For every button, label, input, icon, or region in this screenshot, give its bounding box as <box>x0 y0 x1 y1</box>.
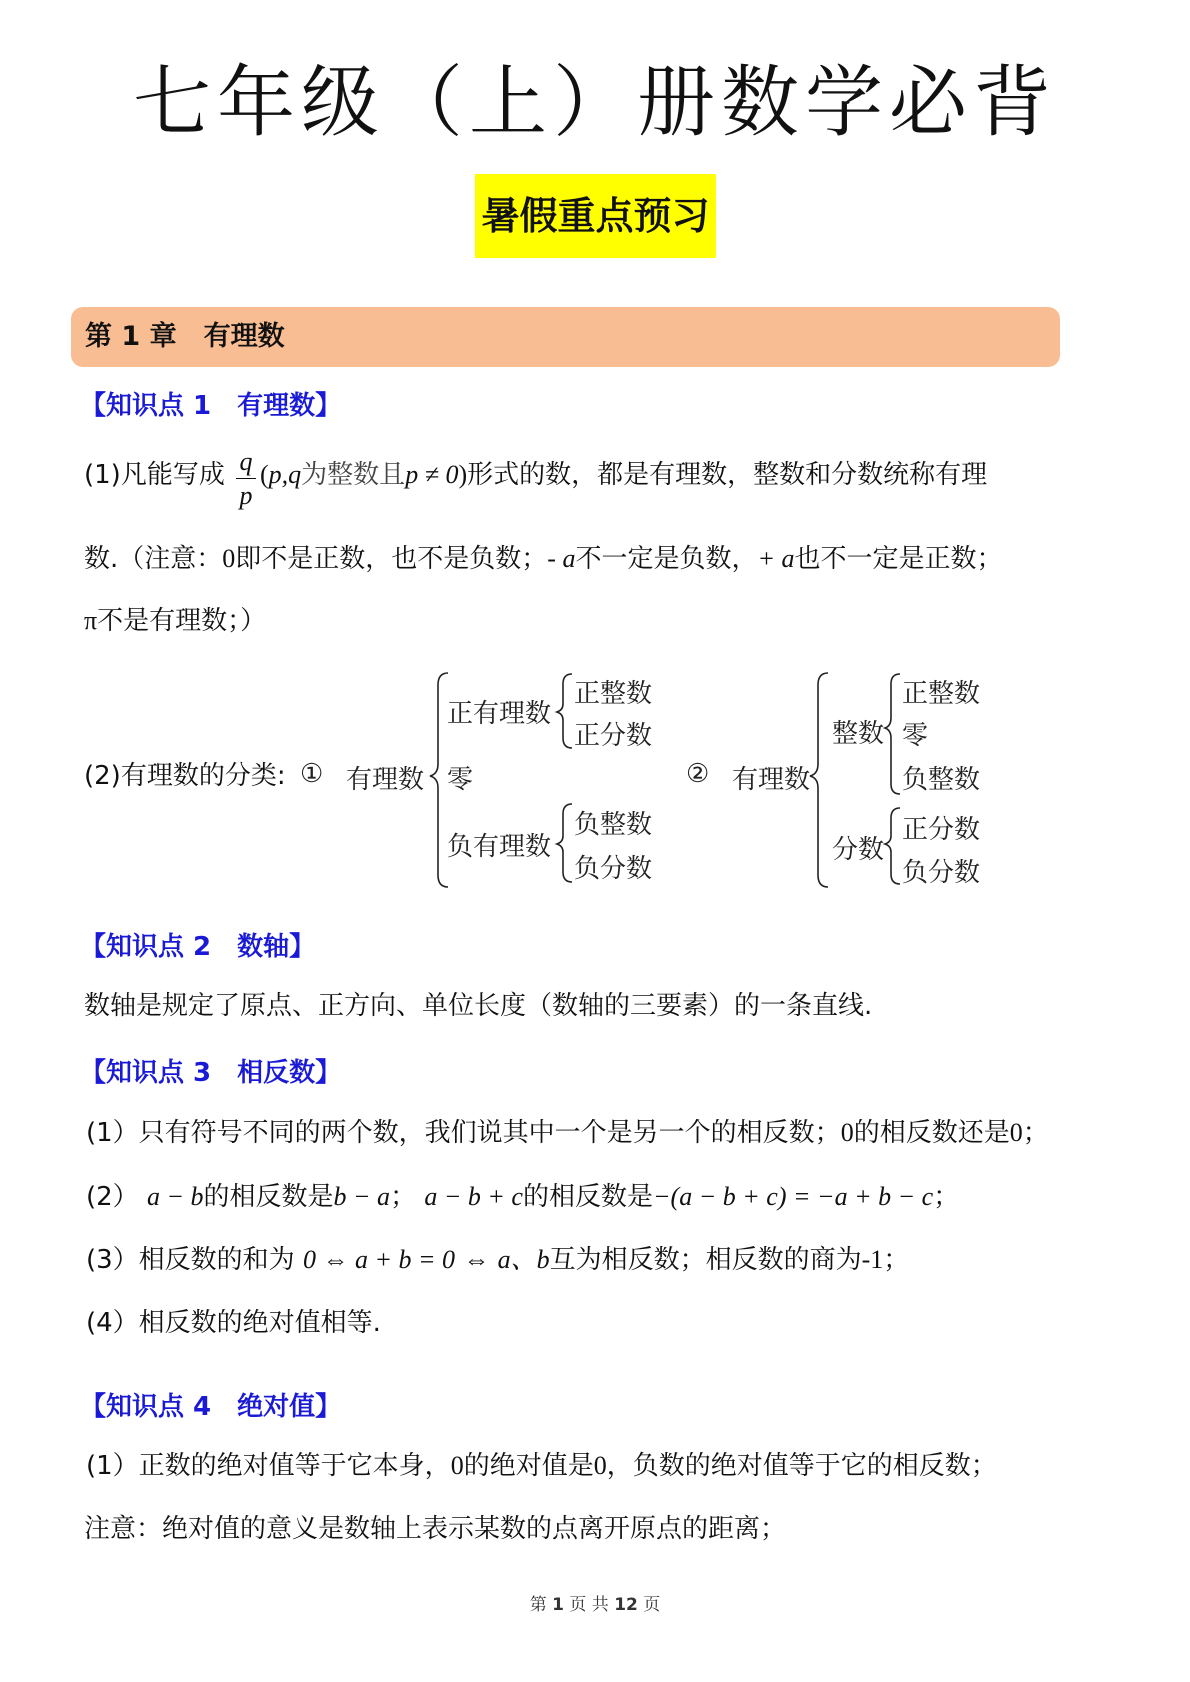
p3-rest: 不是有理数；） <box>97 606 267 636</box>
class2-zero: 零 <box>902 721 929 751</box>
l3-text: 互为相反数；相反数的商为 <box>549 1245 862 1275</box>
class1-pos: 正有理数 <box>447 699 552 729</box>
class1-number: ① <box>300 759 324 789</box>
l3-expr3: a、b <box>497 1245 550 1274</box>
kp4-l1-a: (1）正数的绝对值等于它本身， <box>86 1451 451 1481</box>
class2-neg-frac: 负分数 <box>902 858 981 888</box>
cond-mid: 为整数且 <box>301 460 406 489</box>
kp2-text: 数轴是规定了原点、正方向、单位长度（数轴的三要素）的一条直线. <box>84 991 873 1021</box>
kp3-line2 <box>86 1180 959 1214</box>
kp4-line2: 注意：绝对值的意义是数轴上表示某数的点离开原点的距离； <box>84 1514 787 1544</box>
class2-int: 整数 <box>832 719 885 749</box>
cond-pq: p,q <box>268 460 302 489</box>
p2-b: 即不是正数，也不是负数； <box>235 544 548 574</box>
kp4-line1 <box>86 1449 997 1483</box>
kp1-para1-prefix: (1)凡能写成 <box>84 460 225 490</box>
l2-expr2: b − a <box>333 1182 391 1211</box>
kp4-l1-b: 的绝对值是 <box>463 1451 594 1481</box>
l3-end: ； <box>883 1245 910 1275</box>
kp3-line3 <box>86 1243 909 1277</box>
l1-zero2: 0 <box>1009 1118 1023 1147</box>
class2-frac: 分数 <box>832 835 885 865</box>
l1-zero: 0 <box>840 1118 854 1147</box>
kp4-heading: 【知识点 4 绝对值】 <box>80 1392 342 1422</box>
kp1-para1-suffix: 形式的数，都是有理数，整数和分数统称有理 <box>467 460 988 490</box>
class2-frac-brace <box>885 808 900 884</box>
class1-neg-int: 负整数 <box>574 810 653 840</box>
p2-pos-a: + a <box>757 544 795 573</box>
classification-label: (2)有理数的分类: <box>84 761 286 791</box>
kp3-line4: (4）相反数的绝对值相等. <box>86 1308 381 1338</box>
page-footer <box>0 1590 1190 1615</box>
l2-expr4: −(a − b + c) = −a + b − c <box>653 1182 934 1211</box>
kp4-l1-zero2: 0 <box>593 1451 607 1480</box>
l2-sep: ； <box>390 1182 417 1212</box>
l3-iff: ⇔ <box>463 1245 490 1274</box>
p2-neg-a: - a <box>547 544 576 573</box>
class2-int-brace <box>885 674 900 794</box>
class2-root: 有理数 <box>732 765 811 795</box>
kp4-l1-c: ，负数的绝对值等于它的相反数； <box>606 1451 997 1481</box>
l1-end: ； <box>1022 1118 1049 1148</box>
l2-text1: 的相反数是 <box>203 1182 334 1212</box>
footer-a: 第 <box>529 1595 547 1615</box>
p2-zero: 0 <box>222 544 236 573</box>
page-title: 七年级（上）册数学必背 <box>132 58 1057 148</box>
kp1-heading: 【知识点 1 有理数】 <box>80 391 342 421</box>
l2-end: ； <box>933 1182 960 1212</box>
class1-pos-int: 正整数 <box>574 679 653 709</box>
l2-num: (2） <box>86 1182 139 1212</box>
class2-main-brace <box>810 673 828 887</box>
l2-text2: 的相反数是 <box>522 1182 653 1212</box>
class1-pos-brace <box>557 674 572 748</box>
class1-zero: 零 <box>447 765 474 795</box>
class2-number: ② <box>686 759 710 789</box>
class1-root: 有理数 <box>346 765 425 795</box>
fraction-denominator: p <box>239 481 253 510</box>
l3-num: (3）相反数的和为 <box>86 1245 295 1275</box>
class2-pos-int: 正整数 <box>902 679 981 709</box>
footer-b: 页 共 <box>569 1595 609 1615</box>
l2-expr3: a − b + c <box>424 1182 523 1211</box>
footer-c: 页 <box>643 1595 661 1615</box>
kp3-line1 <box>86 1116 1049 1150</box>
l1-b: 的相反数还是 <box>853 1118 1010 1148</box>
footer-total-pages: 12 <box>614 1595 638 1615</box>
cond-open: ( <box>260 460 269 489</box>
l3-expr1: 0 ⇔ a + b = 0 <box>302 1245 456 1274</box>
subtitle-highlight: 暑假重点预习 <box>475 174 716 258</box>
p2-a: 数.（注意： <box>84 544 223 574</box>
class1-neg: 负有理数 <box>447 832 552 862</box>
p2-c: 不一定是负数， <box>575 544 758 574</box>
class1-main-brace <box>430 673 448 887</box>
chapter-title: 第 1 章 有理数 <box>85 321 285 352</box>
class2-pos-frac: 正分数 <box>902 815 981 845</box>
class1-neg-brace <box>557 804 572 882</box>
class1-pos-frac: 正分数 <box>574 721 653 751</box>
pi-symbol: π <box>84 606 98 635</box>
cond-close: ) <box>458 460 468 489</box>
class2-neg-int: 负整数 <box>902 765 981 795</box>
l1-a: (1）只有符号不同的两个数，我们说其中一个是另一个的相反数； <box>86 1118 841 1148</box>
kp4-l1-zero: 0 <box>450 1451 464 1480</box>
footer-page-number: 1 <box>552 1595 564 1615</box>
l2-expr1: a − b <box>146 1182 204 1211</box>
kp3-heading: 【知识点 3 相反数】 <box>80 1058 342 1088</box>
cond-expr: p ≠ 0 <box>405 460 459 489</box>
fraction-numerator: q <box>239 447 253 476</box>
class1-neg-frac: 负分数 <box>574 854 653 884</box>
p2-d: 也不一定是正数； <box>794 544 1003 574</box>
l3-neg-one: -1 <box>861 1245 884 1274</box>
kp2-heading: 【知识点 2 数轴】 <box>80 932 316 962</box>
